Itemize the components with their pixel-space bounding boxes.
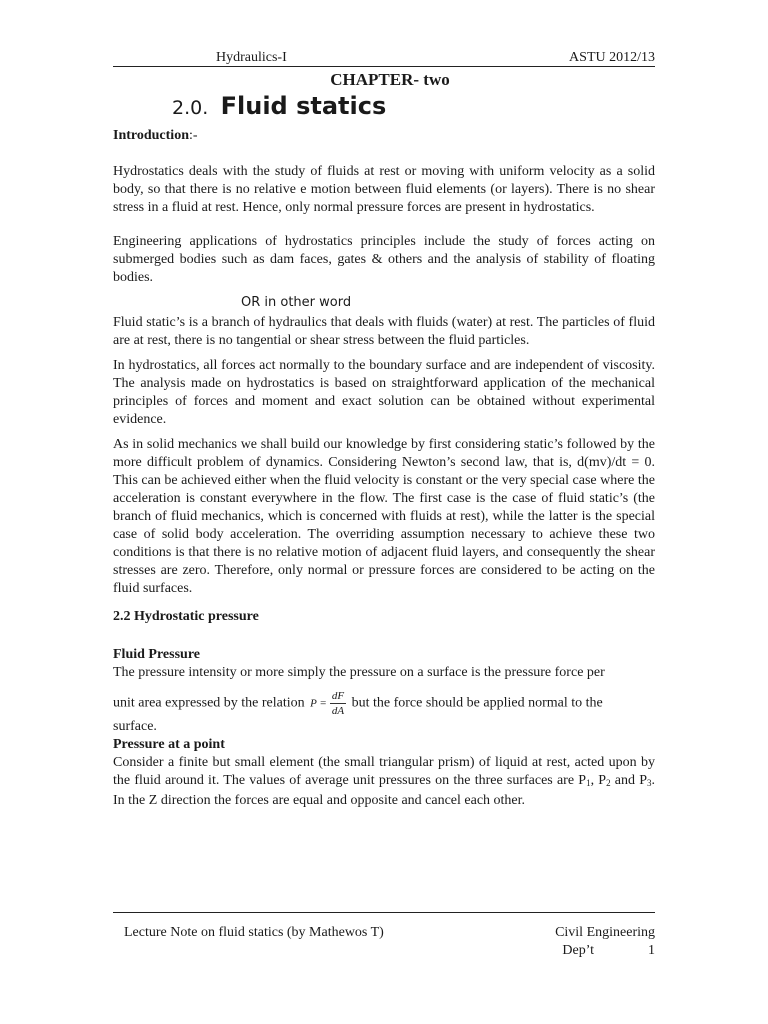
footer-department-line2 xyxy=(562,943,655,959)
header-institution: ASTU 2012/13 xyxy=(569,50,655,65)
document-body xyxy=(113,127,655,810)
section-number: 2.0. xyxy=(172,97,209,119)
chapter-heading xyxy=(0,70,768,90)
formula-lhs: P = xyxy=(310,697,327,710)
or-in-other-word: OR in other word xyxy=(241,295,352,310)
subscript-3: 3 xyxy=(647,778,652,789)
formula-denominator: dA xyxy=(331,704,345,717)
section-title-text: Fluid statics xyxy=(220,92,387,120)
fluid-pressure-line1: The pressure intensity or more simply the pressure on a surface is the pressure force per xyxy=(113,665,605,680)
fluid-pressure-line2 xyxy=(113,688,655,718)
header-course: Hydraulics-I xyxy=(216,50,287,65)
relation-text-after: but the force should be applied normal to the xyxy=(351,695,603,711)
subscript-1: 1 xyxy=(586,778,591,789)
fluid-pressure-heading: Fluid Pressure xyxy=(113,647,200,662)
introduction-label: Introduction xyxy=(113,128,189,143)
section-2-2-heading: 2.2 Hydrostatic pressure xyxy=(113,609,259,624)
chapter-heading-text: CHAPTER- two xyxy=(330,70,450,89)
paragraph-forces-normal: In hydrostatics, all forces act normally to the boundary surface and are independent of viscosity. The analysis made on hydrostatics is based on straightforward application of the mechanical principles of forces and moment and exact solution can be obtained without experimental evidence. xyxy=(113,358,655,427)
footer-lecture-note: Lecture Note on fluid statics (by Mathewos T) xyxy=(124,925,384,940)
header-rule xyxy=(113,66,655,67)
introduction-suffix: :- xyxy=(188,128,198,143)
pressure-text-b: . In the Z direction the forces are equal and opposite and cancel each other. xyxy=(113,773,655,809)
pressure-at-point-paragraph xyxy=(113,754,655,810)
paragraph-solid-mechanics: As in solid mechanics we shall build our knowledge by first considering static’s followed by the more difficult problem of dynamics. Considering Newton’s second law, that is, d(mv)/dt = 0. This can be achieved either when the fluid velocity is constant or the very special case where the acceleration is constant everywhere in the flow. The first case is the case of fluid static’s (the branch of fluid mechanics, which is concerned with fluids at rest), while the latter is the special case of solid body acceleration. The overriding assumption necessary to achieve these two conditions is that there is no relative motion of adjacent fluid layers, and consequently the shear stresses are zero. Therefore, only normal or pressure forces are considered to be acting on the fluid surfaces. xyxy=(113,437,655,596)
sep-2: and P xyxy=(610,773,647,789)
sep-1: , P xyxy=(590,773,607,789)
footer-rule xyxy=(113,912,655,913)
pressure-formula xyxy=(310,688,346,718)
paragraph-fluid-statics-branch: Fluid static’s is a branch of hydraulics that deals with fluids (water) at rest. The particles of fluid are at rest, there is no tangential or shear stress between the fluid particles. xyxy=(113,315,655,348)
paragraph-engineering-applications: Engineering applications of hydrostatics principles include the study of forces acting on submerged bodies such as dam faces, gates & others and the analysis of stability of floating bodies. xyxy=(113,234,655,285)
footer-department-line1: Civil Engineering xyxy=(555,925,655,940)
page-number: 1 xyxy=(648,943,655,958)
paragraph-hydrostatics-definition: Hydrostatics deals with the study of fluids at rest or moving with uniform velocity as a solid body, so that there is no relative e motion between fluid elements (or layers). There is no shear stress in a fluid at rest. Hence, only normal pressure forces are present in hydrostatics. xyxy=(113,164,655,215)
footer-dept: Dep’t xyxy=(562,943,594,958)
section-title xyxy=(172,92,386,120)
pressure-text-a: Consider a finite but small element (the small triangular prism) of liquid at rest, acted upon by the fluid around it. The values of average unit pressures on the three surfaces are P xyxy=(113,755,655,789)
formula-numerator: dF xyxy=(331,689,345,702)
pressure-at-point-heading: Pressure at a point xyxy=(113,737,225,753)
fluid-pressure-line3: surface. xyxy=(113,719,157,735)
relation-text: unit area expressed by the relation xyxy=(113,695,305,711)
subscript-2: 2 xyxy=(606,778,611,789)
introduction-heading xyxy=(113,127,655,145)
